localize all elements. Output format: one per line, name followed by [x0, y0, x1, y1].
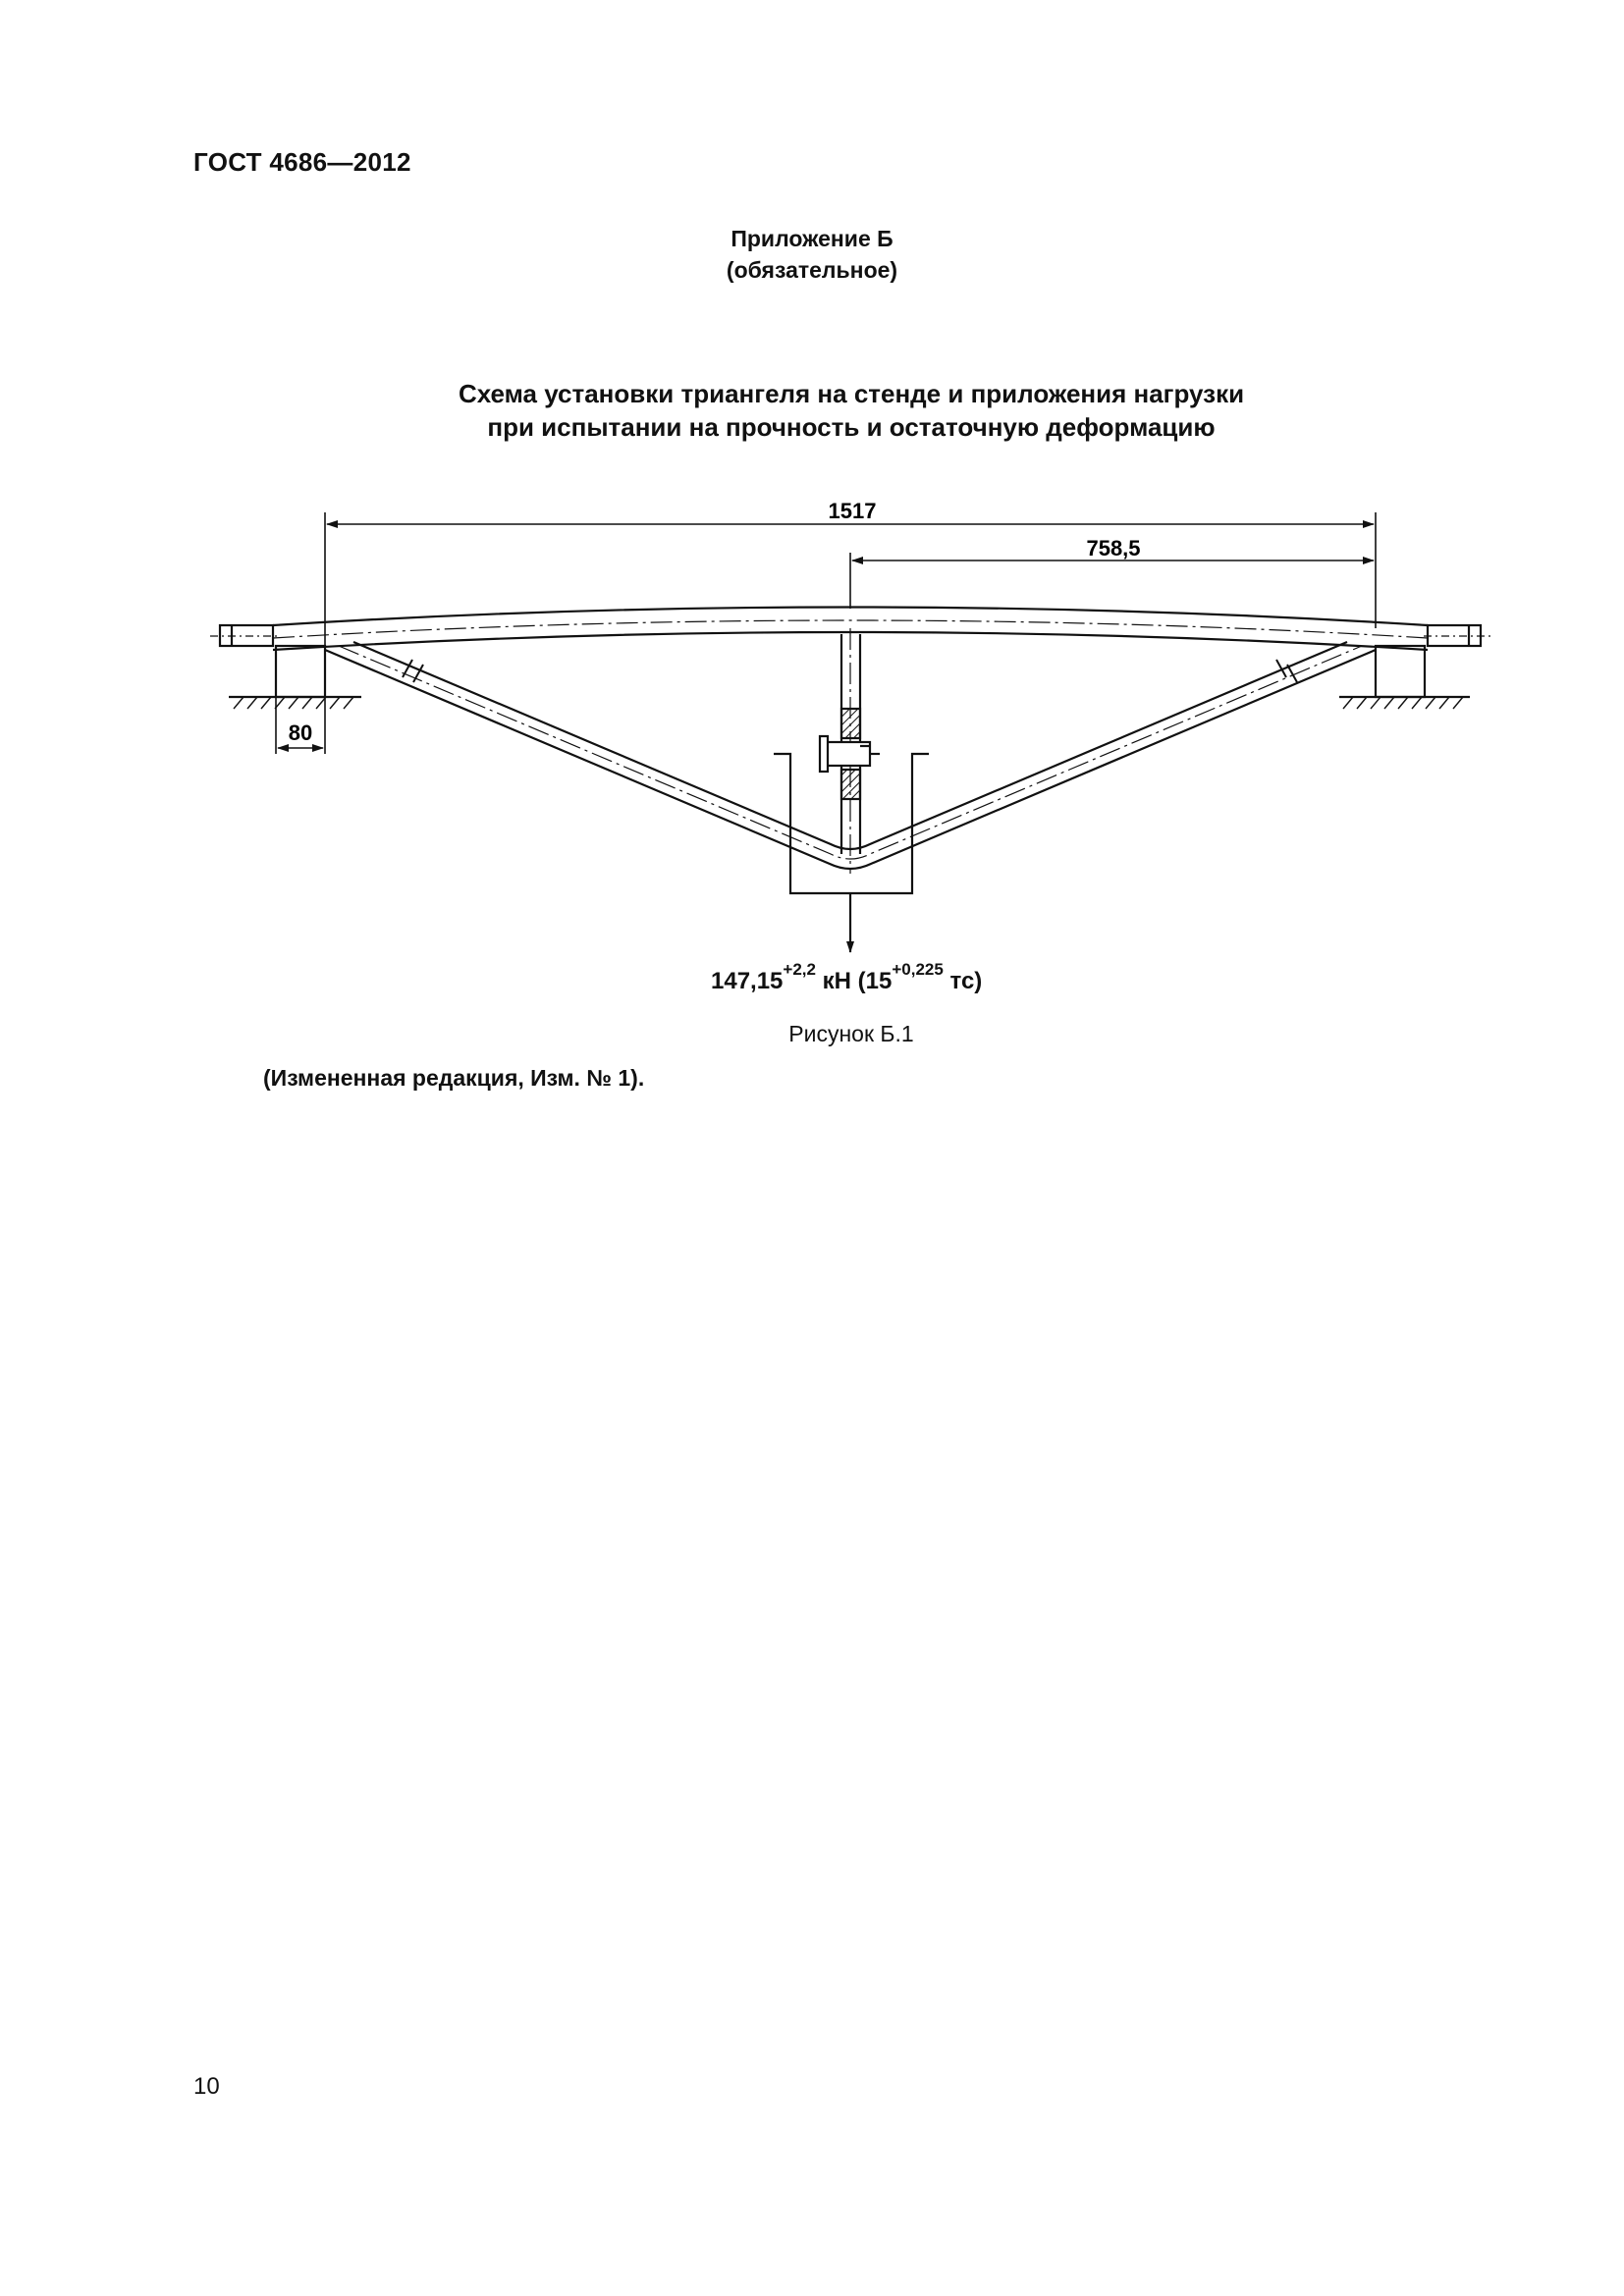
top-beam [273, 608, 1428, 626]
triangle-test-drawing [0, 481, 1624, 991]
load-label [711, 960, 982, 995]
figure-caption: Рисунок Б.1 [788, 1021, 914, 1046]
load-ts-unit: тс) [949, 968, 983, 994]
dimension-overall: 1517 [828, 499, 877, 523]
document-header: ГОСТ 4686—2012 [193, 147, 411, 177]
revision-note: (Измененная редакция, Изм. № 1). [263, 1065, 645, 1091]
dimension-support: 80 [288, 721, 313, 745]
right-support [1376, 646, 1425, 697]
left-support [276, 646, 325, 697]
annex-status: (обязательное) [726, 257, 898, 283]
dimension-half: 758,5 [1086, 536, 1141, 561]
load-kn-tolerance: +2,2 [783, 960, 816, 979]
annex-title: Приложение Б [731, 226, 893, 251]
load-kn-unit: кН (15 [822, 968, 893, 994]
figure-title-line2: при испытании на прочность и остаточную деформацию [487, 412, 1216, 442]
load-ts-tolerance: +0,225 [892, 960, 944, 979]
load-kn-value: 147,15 [711, 968, 784, 994]
figure-title-line1: Схема установки триангеля на стенде и приложения нагрузки [458, 379, 1245, 408]
page-number: 10 [193, 2073, 220, 2100]
